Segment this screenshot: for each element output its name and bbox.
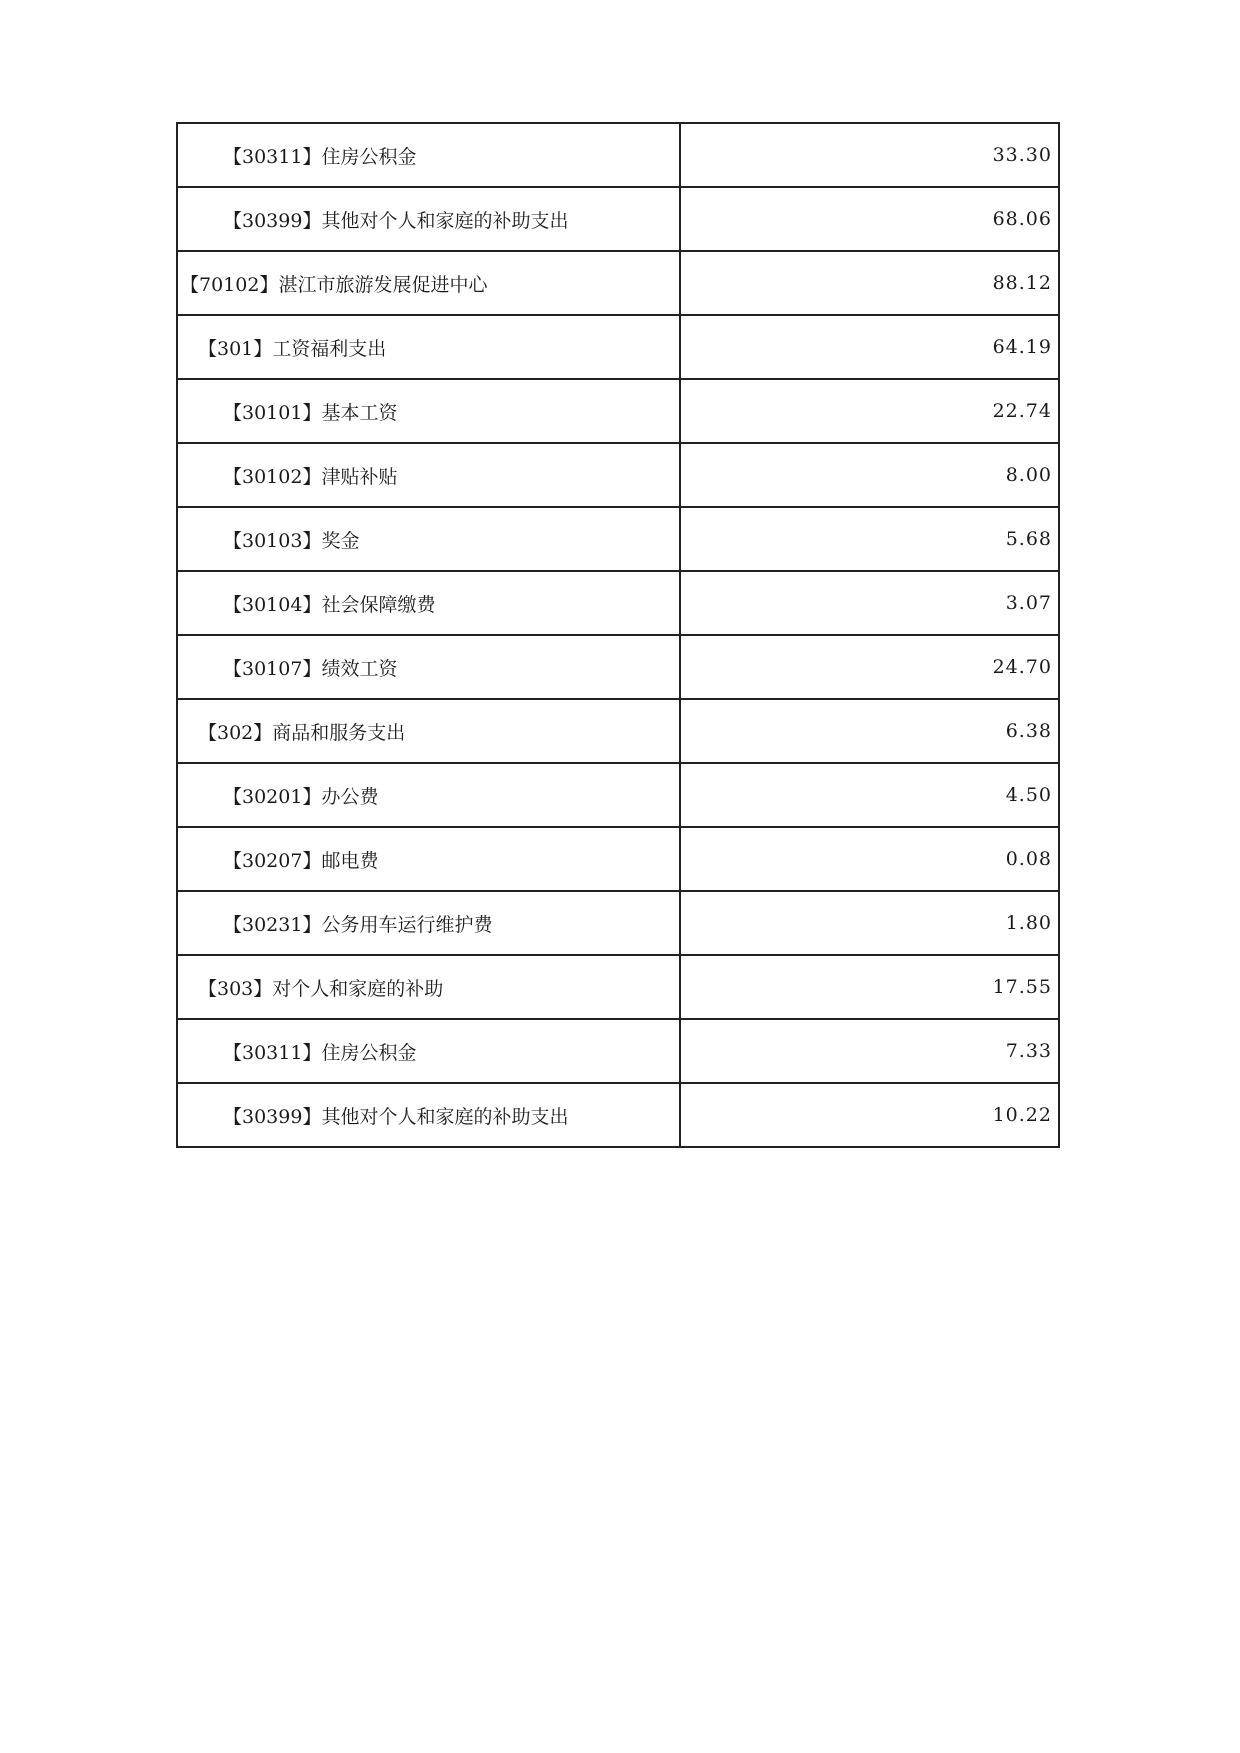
item-code: 【70102】 [180,273,279,296]
item-name-cell [177,443,680,507]
item-code: 【30102】 [223,465,322,488]
item-name: 住房公积金 [321,1041,417,1064]
item-name-cell [177,379,680,443]
item-code: 【301】 [198,337,273,360]
item-name: 其他对个人和家庭的补助支出 [321,209,569,232]
table-row [177,1083,1059,1147]
item-code: 【302】 [198,721,273,744]
item-amount: 33.30 [680,123,1059,187]
item-name: 津贴补贴 [321,465,398,488]
item-name: 工资福利支出 [272,337,387,360]
item-name-cell [177,1019,680,1083]
item-code: 【30201】 [223,785,322,808]
table-row [177,891,1059,955]
item-name-cell [177,763,680,827]
item-amount: 7.33 [680,1019,1059,1083]
item-code: 【30311】 [223,145,322,168]
item-code: 【30399】 [223,1105,322,1128]
item-name-cell [177,315,680,379]
table-row [177,507,1059,571]
item-amount: 10.22 [680,1083,1059,1147]
item-amount: 22.74 [680,379,1059,443]
item-code: 【30107】 [223,657,322,680]
item-code: 【30104】 [223,593,322,616]
item-amount: 17.55 [680,955,1059,1019]
item-code: 【303】 [198,977,273,1000]
item-amount: 3.07 [680,571,1059,635]
item-name-cell [177,251,680,315]
item-name: 其他对个人和家庭的补助支出 [321,1105,569,1128]
item-code: 【30103】 [223,529,322,552]
item-amount: 64.19 [680,315,1059,379]
item-amount: 1.80 [680,891,1059,955]
table-row [177,1019,1059,1083]
table-row [177,763,1059,827]
item-name: 基本工资 [321,401,398,424]
item-name-cell [177,635,680,699]
table-row [177,443,1059,507]
item-code: 【30207】 [223,849,322,872]
item-amount: 68.06 [680,187,1059,251]
item-amount: 8.00 [680,443,1059,507]
item-name-cell [177,891,680,955]
item-amount: 88.12 [680,251,1059,315]
item-name: 对个人和家庭的补助 [272,977,444,1000]
item-name-cell [177,955,680,1019]
table-row [177,699,1059,763]
item-name-cell [177,507,680,571]
table-row [177,123,1059,187]
item-code: 【30311】 [223,1041,322,1064]
item-name: 公务用车运行维护费 [321,913,493,936]
item-name-cell [177,827,680,891]
table-row [177,827,1059,891]
table-row [177,379,1059,443]
item-amount: 6.38 [680,699,1059,763]
item-amount: 5.68 [680,507,1059,571]
table-row [177,955,1059,1019]
table-row [177,571,1059,635]
item-name-cell [177,187,680,251]
item-name: 办公费 [321,785,379,808]
item-name-cell [177,571,680,635]
item-name-cell [177,123,680,187]
item-amount: 24.70 [680,635,1059,699]
item-name: 湛江市旅游发展促进中心 [278,273,488,296]
budget-expenditure-table [176,122,1060,1148]
table-body [177,123,1059,1147]
item-name: 住房公积金 [321,145,417,168]
table-row [177,187,1059,251]
item-amount: 0.08 [680,827,1059,891]
item-name: 奖金 [321,529,360,552]
item-amount: 4.50 [680,763,1059,827]
table-row [177,315,1059,379]
item-code: 【30231】 [223,913,322,936]
item-code: 【30101】 [223,401,322,424]
table-row [177,251,1059,315]
item-name-cell [177,1083,680,1147]
item-name-cell [177,699,680,763]
item-name: 邮电费 [321,849,379,872]
item-name: 绩效工资 [321,657,398,680]
item-name: 社会保障缴费 [321,593,436,616]
item-code: 【30399】 [223,209,322,232]
item-name: 商品和服务支出 [272,721,406,744]
table-row [177,635,1059,699]
